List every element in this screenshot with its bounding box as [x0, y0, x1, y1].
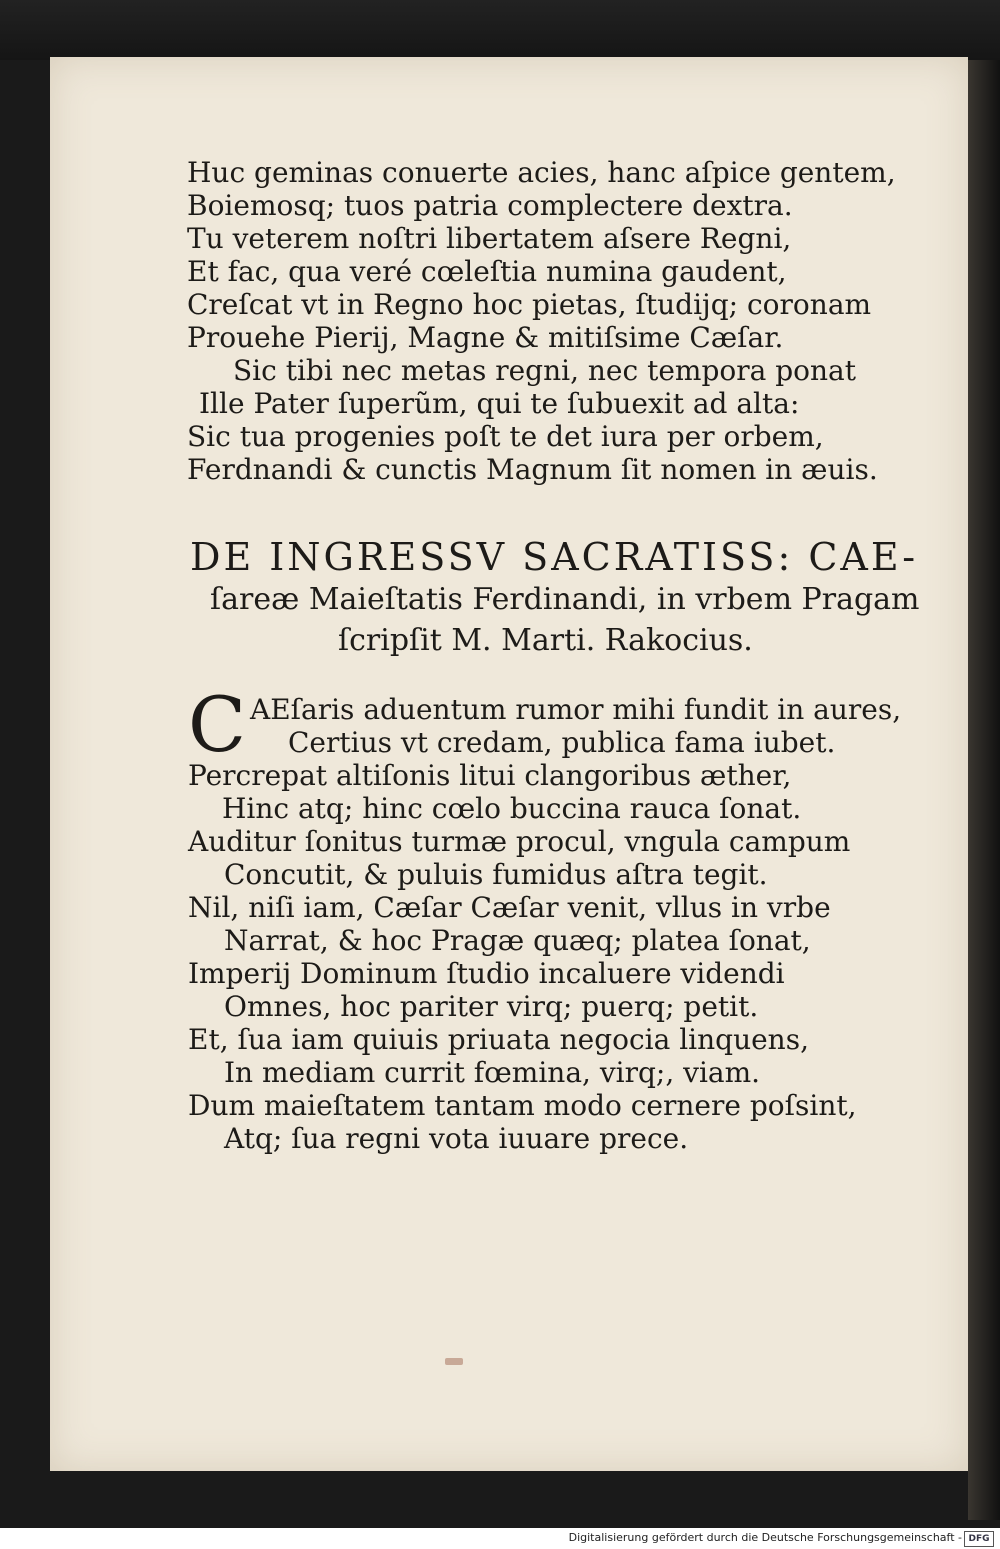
- footer-bar: [0, 1528, 1000, 1549]
- verse-line: Concutit, & puluis fumidus aſtra tegit.: [224, 858, 768, 891]
- dfg-logo[interactable]: DFG: [964, 1531, 994, 1547]
- verse-line: Prouehe Pierij, Magne & mitiſsime Cæſar.: [187, 321, 784, 354]
- stanza-1: [187, 156, 896, 486]
- verse-line: Percrepat altiſonis litui clangoribus æther,: [188, 759, 792, 792]
- funding-notice: Digitalisierung gefördert durch die Deutsche Forschungsgemeinschaft -: [568, 1531, 962, 1544]
- dropcap-block: [188, 680, 902, 769]
- verse-line: Et fac, qua veré cœleſtia numina gaudent,: [187, 255, 787, 288]
- verse-line: Imperij Dominum ſtudio incaluere videndi: [188, 957, 785, 990]
- poem-body: [188, 680, 902, 1155]
- verse-line: Sic tua progenies poſt te det iura per orbem,: [187, 420, 824, 453]
- verse-line: Et, ſua iam quiuis priuata negocia linquens,: [188, 1023, 809, 1056]
- heading-line: DE INGRESSV SACRATISS: CAE-: [190, 535, 919, 579]
- heading-line: ſareæ Maieſtatis Ferdinandi, in vrbem Pragam: [210, 582, 920, 617]
- verse-line: Huc geminas conuerte acies, hanc aſpice gentem,: [187, 156, 896, 189]
- verse-line: Creſcat vt in Regno hoc pietas, ſtudijq; coronam: [187, 288, 872, 321]
- dropcap-letter: C: [188, 680, 247, 769]
- verse-line: AEſaris aduentum rumor mihi fundit in aures,: [250, 693, 902, 726]
- verse-line: Omnes, hoc pariter virq; puerq; petit.: [224, 990, 759, 1023]
- verse-line: Nil, niſi iam, Cæſar Cæſar venit, vllus in vrbe: [188, 891, 831, 924]
- verse-line: Narrat, & hoc Pragæ quæq; platea ſonat,: [224, 924, 811, 957]
- verse-line: Tu veterem noſtri libertatem aſsere Regni,: [187, 222, 792, 255]
- verse-line: In mediam currit fœmina, virq;, viam.: [224, 1056, 761, 1089]
- verse-line: Boiemosq; tuos patria complectere dextra.: [187, 189, 793, 222]
- verse-line: Atq; ſua regni vota iuuare prece.: [224, 1122, 689, 1155]
- verse-line: Hinc atq; hinc cœlo buccina rauca ſonat.: [222, 792, 802, 825]
- page-edge: [968, 60, 1000, 1520]
- section-heading: [190, 534, 940, 662]
- heading-line: ſcripſit M. Marti. Rakocius.: [338, 623, 753, 658]
- verse-line: Dum maieſtatem tantam modo cernere poſsint,: [188, 1089, 857, 1122]
- verse-line: Ferdnandi & cunctis Magnum ſit nomen in æuis.: [187, 453, 878, 486]
- verse-line: Sic tibi nec metas regni, nec tempora ponat: [233, 354, 856, 387]
- ink-mark: [445, 1358, 463, 1365]
- verse-line: Ille Pater ſuperũm, qui te ſubuexit ad alta:: [199, 387, 800, 420]
- verse-line: Auditur ſonitus turmæ procul, vngula campum: [188, 825, 851, 858]
- verse-line: Certius vt credam, publica fama iubet.: [288, 726, 836, 759]
